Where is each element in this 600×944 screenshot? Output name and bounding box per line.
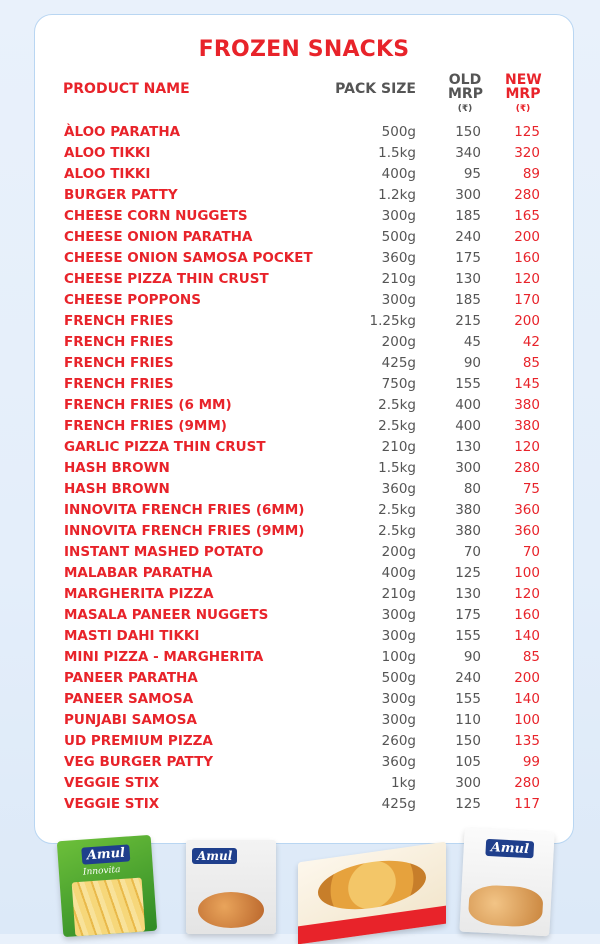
- product-name: MINI PIZZA - MARGHERITA: [64, 649, 264, 665]
- pack-size: 500g: [381, 229, 416, 245]
- new-mrp: 70: [522, 544, 540, 560]
- old-mrp: 300: [455, 460, 481, 476]
- table-row: [35, 773, 573, 794]
- old-mrp: 400: [455, 418, 481, 434]
- new-mrp: 380: [514, 418, 540, 434]
- pizza-box-band: [298, 906, 446, 944]
- header-product-name: PRODUCT NAME: [63, 81, 190, 97]
- header-new-mrp: [505, 73, 541, 114]
- pack-size: 260g: [381, 733, 416, 749]
- product-name: ALOO TIKKI: [64, 145, 151, 161]
- new-mrp: 145: [514, 376, 540, 392]
- product-name: VEGGIE STIX: [64, 796, 160, 812]
- product-name: CHEESE CORN NUGGETS: [64, 208, 248, 224]
- new-mrp: 200: [514, 670, 540, 686]
- table-row: [35, 353, 573, 374]
- new-mrp: 85: [522, 355, 540, 371]
- product-name: HASH BROWN: [64, 460, 170, 476]
- table-row: [35, 626, 573, 647]
- new-mrp: 120: [514, 586, 540, 602]
- old-mrp: 130: [455, 586, 481, 602]
- old-mrp: 185: [455, 208, 481, 224]
- pack-size: 2.5kg: [378, 397, 416, 413]
- table-row: [35, 374, 573, 395]
- table-row: [35, 332, 573, 353]
- old-mrp: 110: [455, 712, 481, 728]
- product-name: MASTI DAHI TIKKI: [64, 628, 200, 644]
- old-mrp: 300: [455, 775, 481, 791]
- new-mrp: 135: [514, 733, 540, 749]
- pack-size: 1.5kg: [378, 460, 416, 476]
- old-mrp: 155: [455, 628, 481, 644]
- amul-logo: Amul: [81, 844, 130, 864]
- product-name: VEG BURGER PATTY: [64, 754, 214, 770]
- innovita-label: Innovita: [82, 865, 121, 878]
- header-old-mrp: [448, 73, 482, 114]
- new-mrp: 360: [514, 523, 540, 539]
- new-mrp: 380: [514, 397, 540, 413]
- table-row: [35, 479, 573, 500]
- pack-size: 300g: [381, 607, 416, 623]
- new-mrp: 280: [514, 460, 540, 476]
- samosa-pack-image: [459, 828, 554, 937]
- table-row: [35, 584, 573, 605]
- table-row: [35, 647, 573, 668]
- pack-size: 2.5kg: [378, 502, 416, 518]
- fries-graphic: [72, 878, 146, 937]
- new-mrp: 89: [522, 166, 540, 182]
- product-name: PANEER SAMOSA: [64, 691, 194, 707]
- pack-size: 300g: [381, 292, 416, 308]
- new-mrp: 42: [522, 334, 540, 350]
- product-name: ÀLOO PARATHA: [64, 124, 181, 140]
- product-name: INNOVITA FRENCH FRIES (6MM): [64, 502, 305, 518]
- table-row: [35, 164, 573, 185]
- product-name: MARGHERITA PIZZA: [64, 586, 214, 602]
- product-name: UD PREMIUM PIZZA: [64, 733, 213, 749]
- table-row: [35, 248, 573, 269]
- new-mrp: 280: [514, 187, 540, 203]
- old-mrp: 90: [463, 649, 481, 665]
- product-name: PANEER PARATHA: [64, 670, 198, 686]
- pack-size: 200g: [381, 544, 416, 560]
- new-mrp: 200: [514, 229, 540, 245]
- product-name: INNOVITA FRENCH FRIES (9MM): [64, 523, 305, 539]
- product-name: FRENCH FRIES: [64, 334, 174, 350]
- pack-size: 210g: [381, 586, 416, 602]
- table-row: [35, 122, 573, 143]
- old-mrp: 130: [455, 271, 481, 287]
- price-list-card: [34, 14, 574, 844]
- innovita-fries-pack-image: [57, 835, 157, 937]
- pack-size: 210g: [381, 439, 416, 455]
- old-mrp: 125: [455, 565, 481, 581]
- pack-size: 360g: [381, 754, 416, 770]
- pack-size: 300g: [381, 691, 416, 707]
- table-row: [35, 206, 573, 227]
- product-name: FRENCH FRIES (9MM): [64, 418, 227, 434]
- pack-size: 360g: [381, 481, 416, 497]
- old-mrp: 155: [455, 691, 481, 707]
- product-name: INSTANT MASHED POTATO: [64, 544, 264, 560]
- pack-size: 300g: [381, 208, 416, 224]
- table-row: [35, 542, 573, 563]
- product-name: CHEESE ONION SAMOSA POCKET: [64, 250, 313, 266]
- table-row: [35, 269, 573, 290]
- product-name: FRENCH FRIES: [64, 313, 174, 329]
- new-mrp: 160: [514, 607, 540, 623]
- pack-size: 400g: [381, 565, 416, 581]
- old-mrp: 130: [455, 439, 481, 455]
- pack-size: 2.5kg: [378, 418, 416, 434]
- pack-size: 210g: [381, 271, 416, 287]
- product-name: CHEESE POPPONS: [64, 292, 201, 308]
- pizza-graphic: [318, 854, 426, 915]
- paratha-graphic: [198, 892, 264, 928]
- table-row: [35, 605, 573, 626]
- table-row: [35, 563, 573, 584]
- pack-size: 1.25kg: [369, 313, 416, 329]
- table-row: [35, 710, 573, 731]
- new-mrp: 117: [514, 796, 540, 812]
- pack-size: 100g: [381, 649, 416, 665]
- header-new-mrp-label: NEW MRP: [505, 72, 542, 102]
- table-row: [35, 731, 573, 752]
- new-mrp: 125: [514, 124, 540, 140]
- table-row: [35, 395, 573, 416]
- old-mrp: 70: [463, 544, 481, 560]
- new-mrp: 100: [514, 565, 540, 581]
- new-mrp: 165: [514, 208, 540, 224]
- product-name: FRENCH FRIES (6 MM): [64, 397, 232, 413]
- header-pack-size: PACK SIZE: [335, 81, 416, 97]
- product-name: FRENCH FRIES: [64, 376, 174, 392]
- new-mrp: 85: [522, 649, 540, 665]
- samosa-graphic: [468, 884, 544, 928]
- pack-size: 2.5kg: [378, 523, 416, 539]
- pack-size: 1.5kg: [378, 145, 416, 161]
- old-mrp: 340: [455, 145, 481, 161]
- new-mrp: 120: [514, 439, 540, 455]
- table-row: [35, 752, 573, 773]
- table-row: [35, 311, 573, 332]
- old-mrp: 155: [455, 376, 481, 392]
- pack-size: 360g: [381, 250, 416, 266]
- old-mrp: 380: [455, 502, 481, 518]
- table-row: [35, 521, 573, 542]
- product-name: FRENCH FRIES: [64, 355, 174, 371]
- pack-size: 300g: [381, 628, 416, 644]
- new-mrp: 200: [514, 313, 540, 329]
- product-name: MALABAR PARATHA: [64, 565, 213, 581]
- product-name: GARLIC PIZZA THIN CRUST: [64, 439, 266, 455]
- pack-size: 425g: [381, 796, 416, 812]
- product-name: CHEESE ONION PARATHA: [64, 229, 253, 245]
- pack-size: 200g: [381, 334, 416, 350]
- new-mrp: 120: [514, 271, 540, 287]
- table-row: [35, 143, 573, 164]
- old-mrp: 240: [455, 229, 481, 245]
- old-mrp: 300: [455, 187, 481, 203]
- pack-size: 750g: [381, 376, 416, 392]
- header-old-mrp-label: OLD MRP: [448, 72, 483, 102]
- product-name: PUNJABI SAMOSA: [64, 712, 197, 728]
- new-mrp: 360: [514, 502, 540, 518]
- old-mrp: 150: [455, 124, 481, 140]
- table-row: [35, 458, 573, 479]
- aloo-paratha-pack-image: [186, 840, 276, 934]
- product-name: ALOO TIKKI: [64, 166, 151, 182]
- product-name: BURGER PATTY: [64, 187, 178, 203]
- table-row: [35, 416, 573, 437]
- page-title: FROZEN SNACKS: [198, 37, 410, 62]
- table-row: [35, 437, 573, 458]
- old-mrp: 185: [455, 292, 481, 308]
- product-name: VEGGIE STIX: [64, 775, 160, 791]
- new-mrp: 140: [514, 628, 540, 644]
- product-name: MASALA PANEER NUGGETS: [64, 607, 269, 623]
- table-row: [35, 227, 573, 248]
- header-old-mrp-unit: (₹): [457, 104, 473, 114]
- old-mrp: 105: [455, 754, 481, 770]
- amul-logo: Amul: [485, 839, 534, 859]
- table-row: [35, 689, 573, 710]
- old-mrp: 175: [455, 250, 481, 266]
- table-row: [35, 185, 573, 206]
- old-mrp: 125: [455, 796, 481, 812]
- new-mrp: 99: [522, 754, 540, 770]
- old-mrp: 150: [455, 733, 481, 749]
- pack-size: 300g: [381, 712, 416, 728]
- price-table: [35, 122, 573, 815]
- new-mrp: 320: [514, 145, 540, 161]
- old-mrp: 45: [463, 334, 481, 350]
- new-mrp: 170: [514, 292, 540, 308]
- pack-size: 500g: [381, 124, 416, 140]
- new-mrp: 100: [514, 712, 540, 728]
- pack-size: 425g: [381, 355, 416, 371]
- old-mrp: 240: [455, 670, 481, 686]
- pizza-box-image: [298, 842, 446, 944]
- old-mrp: 80: [463, 481, 481, 497]
- header-new-mrp-unit: (₹): [515, 104, 531, 114]
- old-mrp: 95: [463, 166, 481, 182]
- table-row: [35, 668, 573, 689]
- table-row: [35, 794, 573, 815]
- old-mrp: 380: [455, 523, 481, 539]
- amul-logo: Amul: [192, 848, 237, 864]
- old-mrp: 175: [455, 607, 481, 623]
- pack-size: 1.2kg: [378, 187, 416, 203]
- product-name: HASH BROWN: [64, 481, 170, 497]
- new-mrp: 160: [514, 250, 540, 266]
- pack-size: 1kg: [391, 775, 416, 791]
- table-row: [35, 290, 573, 311]
- product-name: CHEESE PIZZA THIN CRUST: [64, 271, 269, 287]
- old-mrp: 400: [455, 397, 481, 413]
- new-mrp: 140: [514, 691, 540, 707]
- old-mrp: 90: [463, 355, 481, 371]
- table-row: [35, 500, 573, 521]
- pack-size: 400g: [381, 166, 416, 182]
- old-mrp: 215: [455, 313, 481, 329]
- new-mrp: 75: [522, 481, 540, 497]
- pack-size: 500g: [381, 670, 416, 686]
- new-mrp: 280: [514, 775, 540, 791]
